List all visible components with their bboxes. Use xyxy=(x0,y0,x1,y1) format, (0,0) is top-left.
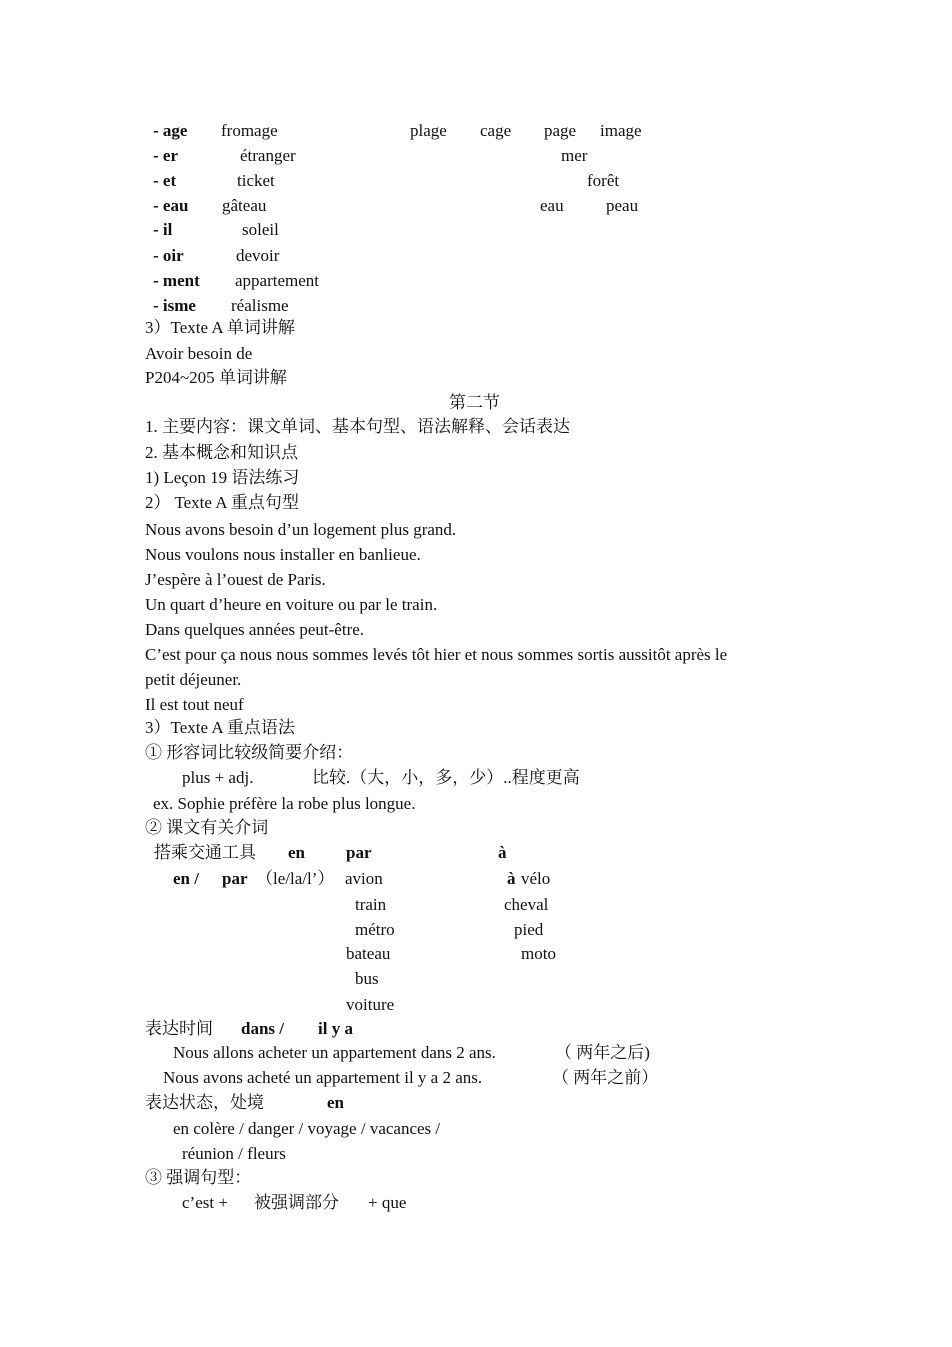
grammar-heading: 3）Texte A 重点语法 xyxy=(145,718,295,737)
suffix-il: - il xyxy=(153,220,173,239)
state-line-1: en colère / danger / voyage / vacances / xyxy=(173,1119,441,1138)
lecon19-line: 1) Leçon 19 语法练习 xyxy=(145,468,300,487)
comparative-rule: plus + adj. xyxy=(182,768,254,787)
state-line-2: réunion / fleurs xyxy=(182,1144,286,1163)
transport-bus: bus xyxy=(355,969,379,988)
word-ticket: ticket xyxy=(237,171,275,190)
word-appartement: appartement xyxy=(235,271,320,290)
time-example-1-note: （ 两年之后) xyxy=(555,1043,650,1062)
word-mer: mer xyxy=(561,146,588,165)
prep-en: en xyxy=(288,843,305,862)
time-example-2: Nous avons acheté un appartement il y a 2 ans. xyxy=(163,1068,483,1087)
suffix-et: - et xyxy=(153,171,177,190)
texte-vocab-heading: 3）Texte A 单词讲解 xyxy=(145,318,295,337)
transport-voiture: voiture xyxy=(346,995,395,1014)
transport-train: train xyxy=(355,895,387,914)
suffix-age: - age xyxy=(153,121,188,140)
suffix-eau: - eau xyxy=(153,196,189,215)
transport-metro: métro xyxy=(355,920,395,939)
prep-dans: dans / xyxy=(241,1019,284,1038)
word-plage: plage xyxy=(410,121,447,140)
sentence-4: Un quart d’heure en voiture ou par le train. xyxy=(145,595,438,614)
suffix-ment: - ment xyxy=(153,271,200,290)
word-foret: forêt xyxy=(587,171,620,190)
transport-avion: avion xyxy=(345,869,383,888)
word-gateau: gâteau xyxy=(222,196,267,215)
transport-pied: pied xyxy=(514,920,544,939)
transport-label: 搭乘交通工具 xyxy=(154,843,256,862)
state-en: en xyxy=(327,1093,344,1112)
suffix-oir: - oir xyxy=(153,246,184,265)
comparative-example: ex. Sophie préfère la robe plus longue. xyxy=(153,794,416,813)
prep-a-bold: à xyxy=(507,869,516,888)
time-example-1: Nous allons acheter un appartement dans 2 ans. xyxy=(173,1043,496,1062)
word-fromage: fromage xyxy=(221,121,278,140)
comparative-heading: ① 形容词比较级简要介绍： xyxy=(145,743,354,762)
time-example-2-note: （ 两年之前） xyxy=(552,1068,659,1087)
pages-line: P204~205 单词讲解 xyxy=(145,368,287,387)
emphasis-rule-mid: 被强调部分 xyxy=(254,1193,339,1212)
word-image: image xyxy=(600,121,642,140)
suffix-er: - er xyxy=(153,146,179,165)
sentence-2: Nous voulons nous installer en banlieue. xyxy=(145,545,421,564)
word-eau: eau xyxy=(540,196,564,215)
word-devoir: devoir xyxy=(236,246,280,265)
suffix-isme: - isme xyxy=(153,296,196,315)
sentence-7: Il est tout neuf xyxy=(145,695,244,714)
prep-en-slash: en / xyxy=(173,869,199,888)
prepositions-heading: ② 课文有关介词 xyxy=(145,818,269,837)
sentence-3: J’espère à l’ouest de Paris. xyxy=(145,570,326,589)
prep-a: à xyxy=(498,843,507,862)
transport-bateau: bateau xyxy=(346,944,391,963)
emphasis-heading: ③ 强调句型： xyxy=(145,1168,252,1187)
word-cage: cage xyxy=(480,121,512,140)
concepts-line: 2. 基本概念和知识点 xyxy=(145,443,298,462)
prep-par: par xyxy=(346,843,372,862)
word-etranger: étranger xyxy=(240,146,296,165)
transport-cheval: cheval xyxy=(504,895,549,914)
sentence-1: Nous avons besoin d’un logement plus grand. xyxy=(145,520,457,539)
sentence-6-cont: petit déjeuner. xyxy=(145,670,242,689)
sentence-5: Dans quelques années peut-être. xyxy=(145,620,365,639)
section-title: 第二节 xyxy=(449,393,500,412)
time-label: 表达时间 xyxy=(145,1019,213,1038)
emphasis-rule-left: c’est + xyxy=(182,1193,228,1212)
transport-velo: vélo xyxy=(521,869,551,888)
comparative-meaning: 比较.（大，小，多，少）..程度更高 xyxy=(312,768,580,787)
emphasis-rule-right: + que xyxy=(368,1193,407,1212)
word-peau: peau xyxy=(606,196,639,215)
prep-article: （le/la/l’） xyxy=(256,869,335,888)
avoir-besoin-line: Avoir besoin de xyxy=(145,344,253,363)
transport-moto: moto xyxy=(521,944,556,963)
sentence-6: C’est pour ça nous nous sommes levés tôt hier et nous sommes sortis aussitôt après le xyxy=(145,645,728,664)
main-content-line: 1. 主要内容：课文单词、基本句型、语法解释、会话表达 xyxy=(145,417,570,436)
prep-il-y-a: il y a xyxy=(318,1019,353,1038)
prep-par-2: par xyxy=(222,869,248,888)
sentences-heading: 2） Texte A 重点句型 xyxy=(145,493,299,512)
word-realisme: réalisme xyxy=(231,296,289,315)
state-label: 表达状态，处境 xyxy=(145,1093,264,1112)
word-soleil: soleil xyxy=(242,220,279,239)
word-page: page xyxy=(544,121,577,140)
